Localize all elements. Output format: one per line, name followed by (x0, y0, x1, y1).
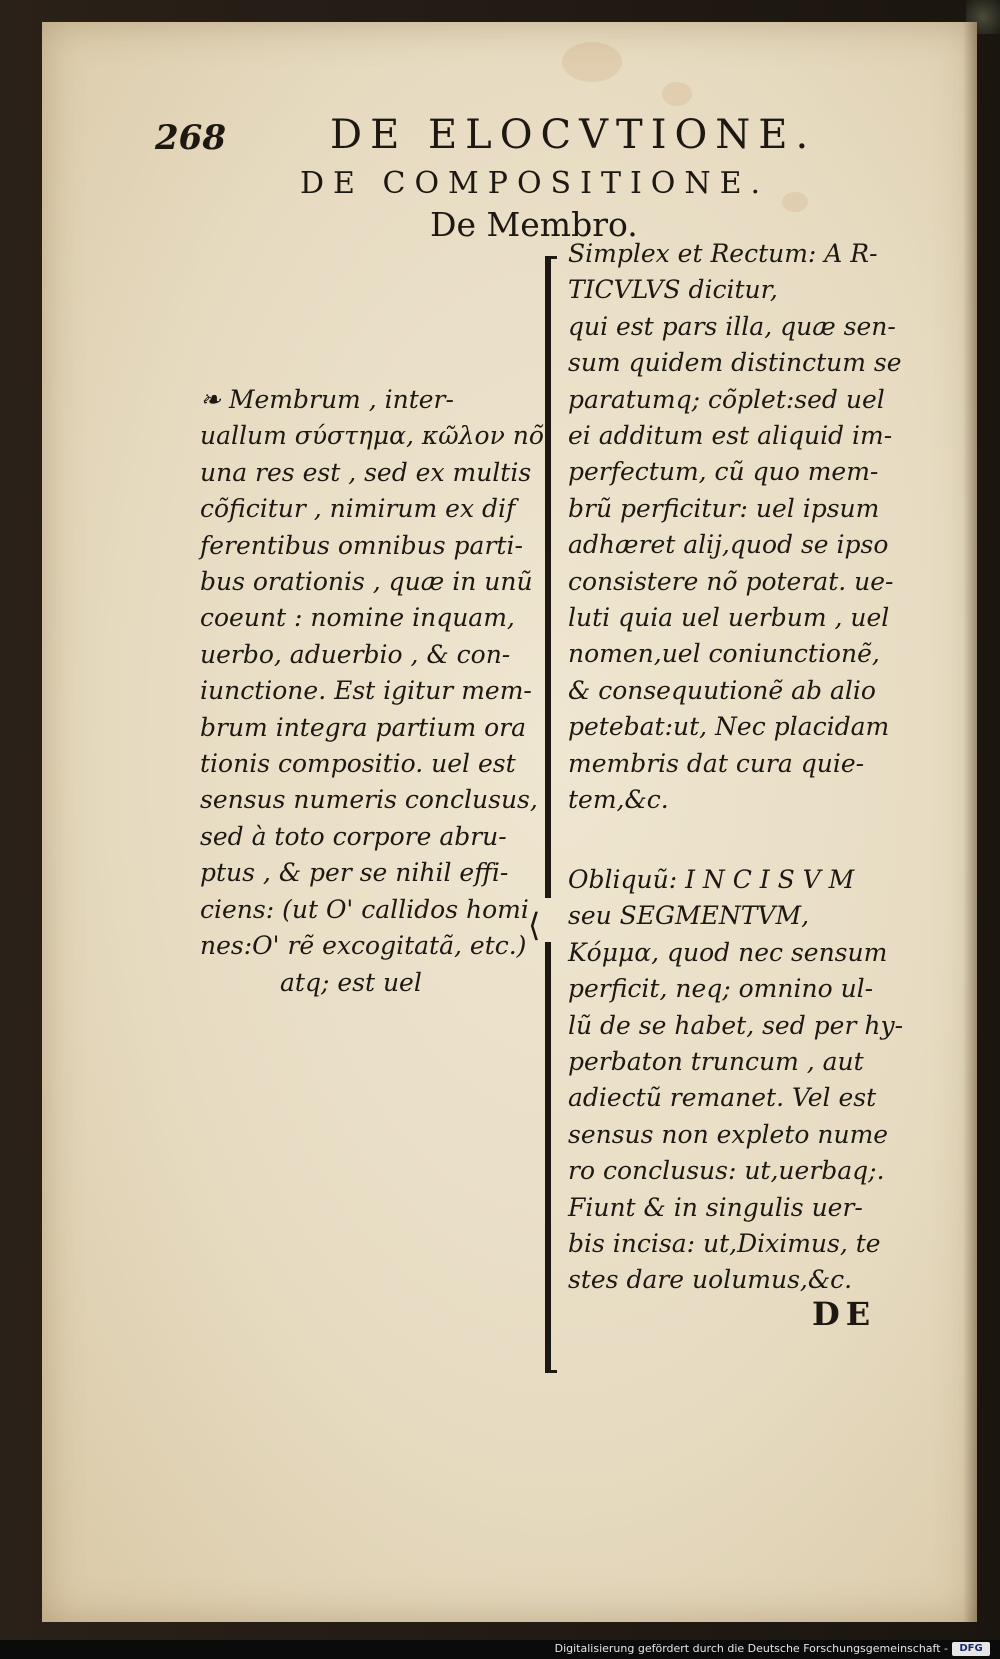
text-line: uerbo, aduerbio , & con- (200, 639, 511, 669)
text-line: uallum σύστημα, κῶλον nõ (200, 421, 544, 451)
text-line: cõficitur , nimirum ex dif (200, 494, 516, 524)
right-column-obliquum-text (568, 862, 903, 1299)
text-line: Κόμμα, quod nec sensum (568, 937, 888, 967)
text-line: nes:O' rẽ excogitatã, etc.) (200, 931, 527, 961)
footer-credit: Digitalisierung gefördert durch die Deutsche Forschungsgemeinschaft - (554, 1642, 948, 1655)
text-line: consistere nõ poterat. ue- (568, 566, 894, 596)
dfg-logo (952, 1642, 990, 1656)
text-line: bis incisa: ut,Diximus, te (568, 1229, 881, 1259)
brace-top-hook (545, 256, 557, 259)
text-line: ro conclusus: ut,uerbaq;. (568, 1156, 885, 1186)
page-number: 268 (155, 118, 226, 158)
text-line: coeunt : nomine inquam, (200, 603, 515, 633)
text-line: TICVLVS dicitur, (568, 275, 778, 305)
text-line: tem,&c. (568, 785, 669, 815)
text-line: perfectum, cũ quo mem- (568, 457, 879, 487)
text-line: perficit, neq; omnino ul- (568, 974, 874, 1004)
brace-upper-line (545, 258, 551, 898)
text-line: stes dare uolumus,&c. (568, 1265, 853, 1295)
text-line: bus orationis , quæ in unũ (200, 567, 533, 597)
paper-stain (562, 42, 622, 82)
text-line: iunctione. Est igitur mem- (200, 676, 532, 706)
text-line: paratumq; cõplet:sed uel (568, 384, 885, 414)
paper-stain (662, 82, 692, 106)
brace-bottom-hook (545, 1370, 557, 1373)
text-line: petebat:ut, Nec placidam (568, 712, 890, 742)
page-edge-shadow (963, 22, 977, 1622)
text-line: sensus non expleto nume (568, 1119, 889, 1149)
text-line: tionis compositio. uel est (200, 749, 516, 779)
text-line: sensus numeris conclusus, (200, 785, 538, 815)
text-line: luti quia uel uerbum , uel (568, 603, 890, 633)
running-title: DE ELOCVTIONE. (330, 112, 817, 158)
catchword: DE (812, 1295, 877, 1333)
text-line: una res est , sed ex multis (200, 457, 532, 487)
text-line: adhæret alij,quod se ipso (568, 530, 889, 560)
brace-point: ⟨ (528, 906, 541, 944)
text-line: adiectũ remanet. Vel est (568, 1083, 877, 1113)
section-title: DE COMPOSITIONE. (300, 166, 770, 201)
left-column-text (200, 382, 544, 1001)
text-line: sum quidem distinctum se (568, 348, 902, 378)
text-line: ciens: (ut O' callidos homi (200, 894, 529, 924)
text-line: ei additum est aliquid im- (568, 421, 893, 451)
text-line: seu SEGMENTVM, (568, 901, 810, 931)
right-column-simplex-text (568, 236, 902, 819)
text-line: & consequutionẽ ab alio (568, 675, 876, 705)
text-line: Obliquũ: I N C I S V M (568, 865, 855, 894)
text-line: qui est pars illa, quæ sen- (568, 311, 896, 341)
subsection-title: De Membro. (430, 205, 638, 244)
paper-stain (782, 192, 808, 212)
text-line: nomen,uel coniunctionẽ, (568, 639, 880, 669)
text-line: ptus , & per se nihil effi- (200, 858, 509, 888)
text-line: membris dat cura quie- (568, 748, 865, 778)
text-line: lũ de se habet, sed per hy- (568, 1010, 904, 1040)
text-line: atq; est uel (280, 967, 422, 997)
text-line: Fiunt & in singulis uer- (568, 1192, 863, 1222)
brace-lower-line (545, 942, 551, 1372)
text-line: brum integra partium ora (200, 712, 527, 742)
text-line: ❧ Membrum , inter- (200, 385, 454, 414)
text-line: perbaton truncum , aut (568, 1047, 864, 1077)
text-line: ferentibus omnibus parti- (200, 530, 523, 560)
text-line: Simplex et Rectum: A R- (568, 239, 878, 268)
dfg-logo-text: DFG (959, 1643, 983, 1654)
text-line: brũ perficitur: uel ipsum (568, 493, 880, 523)
text-line: sed à toto corpore abru- (200, 821, 507, 851)
